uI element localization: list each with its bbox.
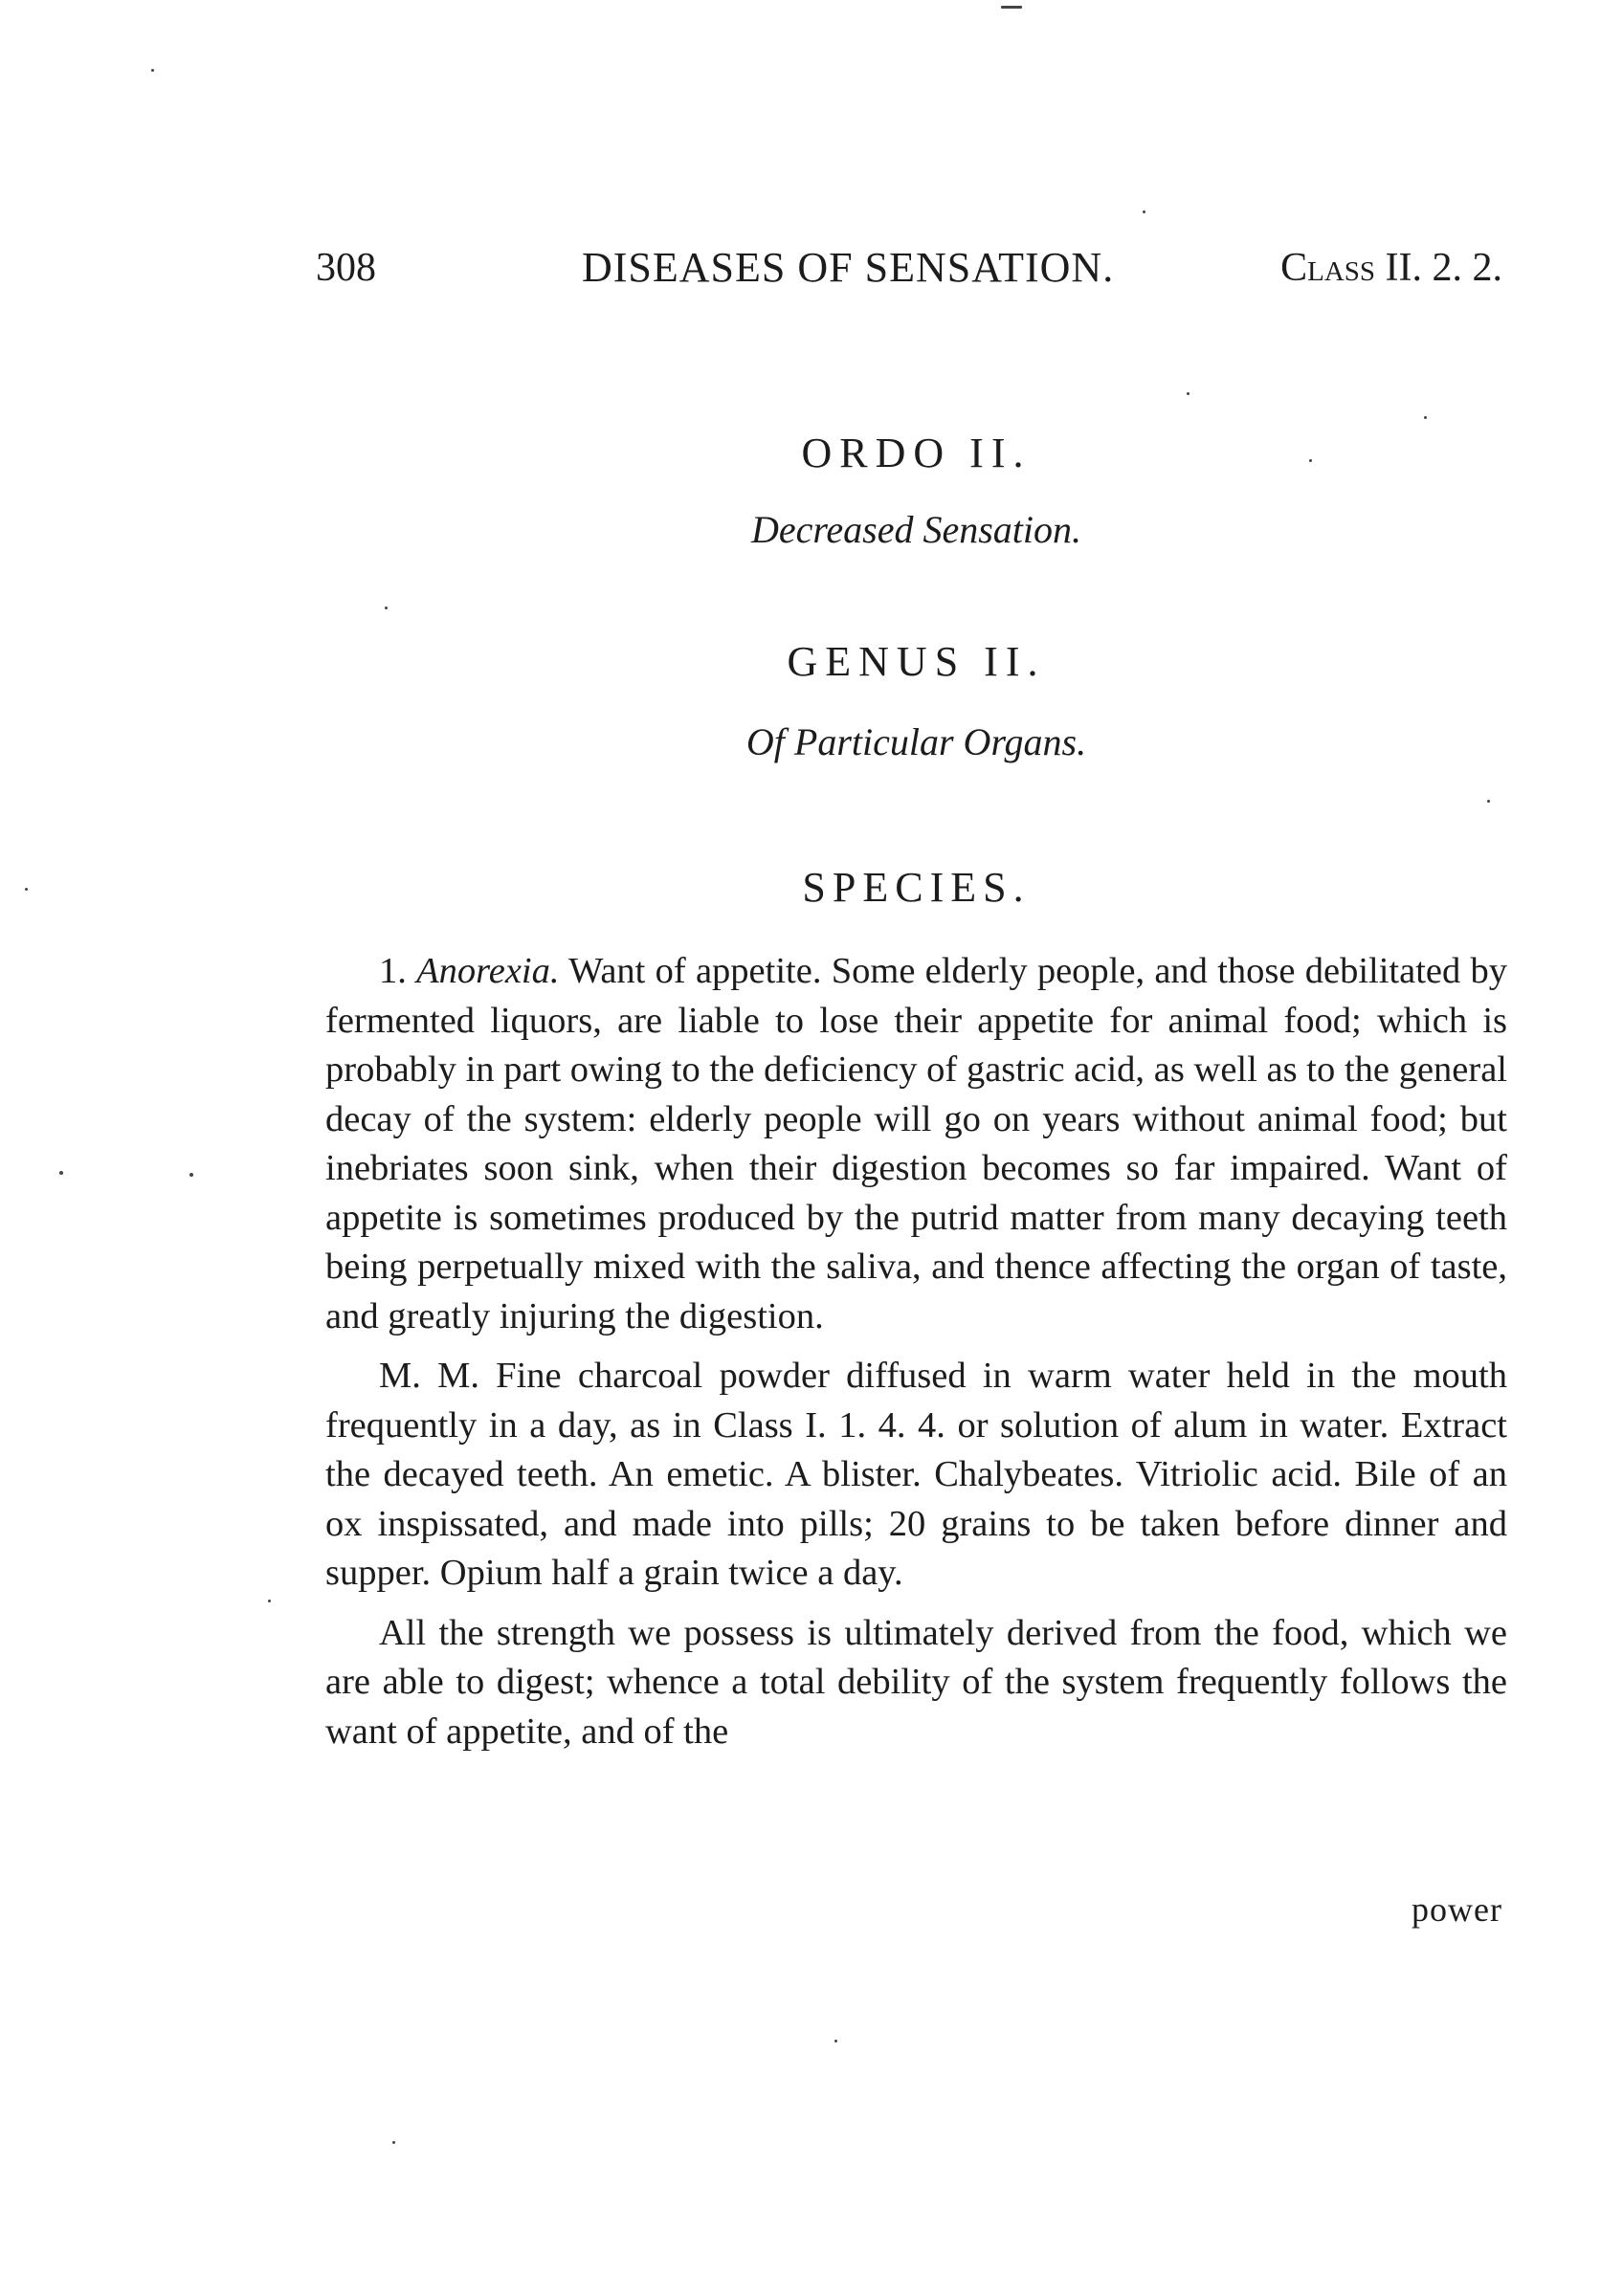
paragraph-text: All the strength we possess is ultimately derived from the food, which we are able to digest; whence a total debility of the system frequently follows the want of appetite, and of the xyxy=(325,1612,1507,1752)
genus-subtitle: Of Particular Organs. xyxy=(745,720,1087,763)
paragraph-strength xyxy=(325,1609,1507,1757)
species-term: Anorexia. xyxy=(416,951,560,991)
scan-speck xyxy=(1187,392,1189,395)
class-reference: Class II. 2. 2. xyxy=(1280,246,1502,290)
paragraph-text: Want of appetite. Some elderly people, and those debilitated by fermented liquors, are liable to lose their appetite for animal food; which is probably in part owing to the deficiency of gastric acid, as well as to the general decay of the system: elderly people will go on years without animal food; but inebriates soon sink, when their digestion becomes so far impaired. Want of appetite is sometimes produced by the putrid matter from many decaying teeth being perpetually mixed with the saliva, and thence affecting the organ of taste, and greatly injuring the digestion. xyxy=(325,951,1508,1336)
paragraph-materia-medica xyxy=(325,1352,1507,1599)
scan-speck xyxy=(189,1173,193,1177)
scan-speck xyxy=(59,1171,63,1175)
page-number: 308 xyxy=(316,246,376,290)
scan-speck xyxy=(151,69,154,72)
species-heading: SPECIES. xyxy=(802,864,1031,911)
running-title: DISEASES OF SENSATION. xyxy=(582,244,1115,291)
paragraph-anorexia xyxy=(325,947,1507,1341)
paragraph-text: M. M. Fine charcoal powder diffused in warm water held in the mouth frequently in a day, as in Class I. 1. 4. 4. or solution of alum in water. Extract the decayed teeth. An emetic. A blister. Chalybeates. Vitriolic acid. Bile of an ox inspissated, and made into pills; 20 grains to be taken before dinner and supper. Opium half a grain twice a day. xyxy=(325,1356,1507,1593)
scan-speck xyxy=(1487,800,1490,803)
scan-speck xyxy=(1143,210,1145,213)
scan-speck xyxy=(385,607,388,609)
scan-speck xyxy=(268,1600,271,1602)
genus-heading: GENUS II. xyxy=(787,638,1046,685)
ordo-subtitle: Decreased Sensation. xyxy=(750,508,1082,551)
scan-speck xyxy=(1001,6,1022,9)
catchword: power xyxy=(1412,1890,1502,1929)
scan-speck xyxy=(25,888,28,891)
running-head xyxy=(316,239,1502,297)
species-number: 1. xyxy=(379,951,407,991)
scan-speck xyxy=(1424,416,1427,419)
scan-speck xyxy=(392,2141,395,2144)
ordo-heading: ORDO II. xyxy=(801,430,1032,476)
scan-speck xyxy=(834,2040,837,2042)
body-text xyxy=(325,947,1507,1767)
